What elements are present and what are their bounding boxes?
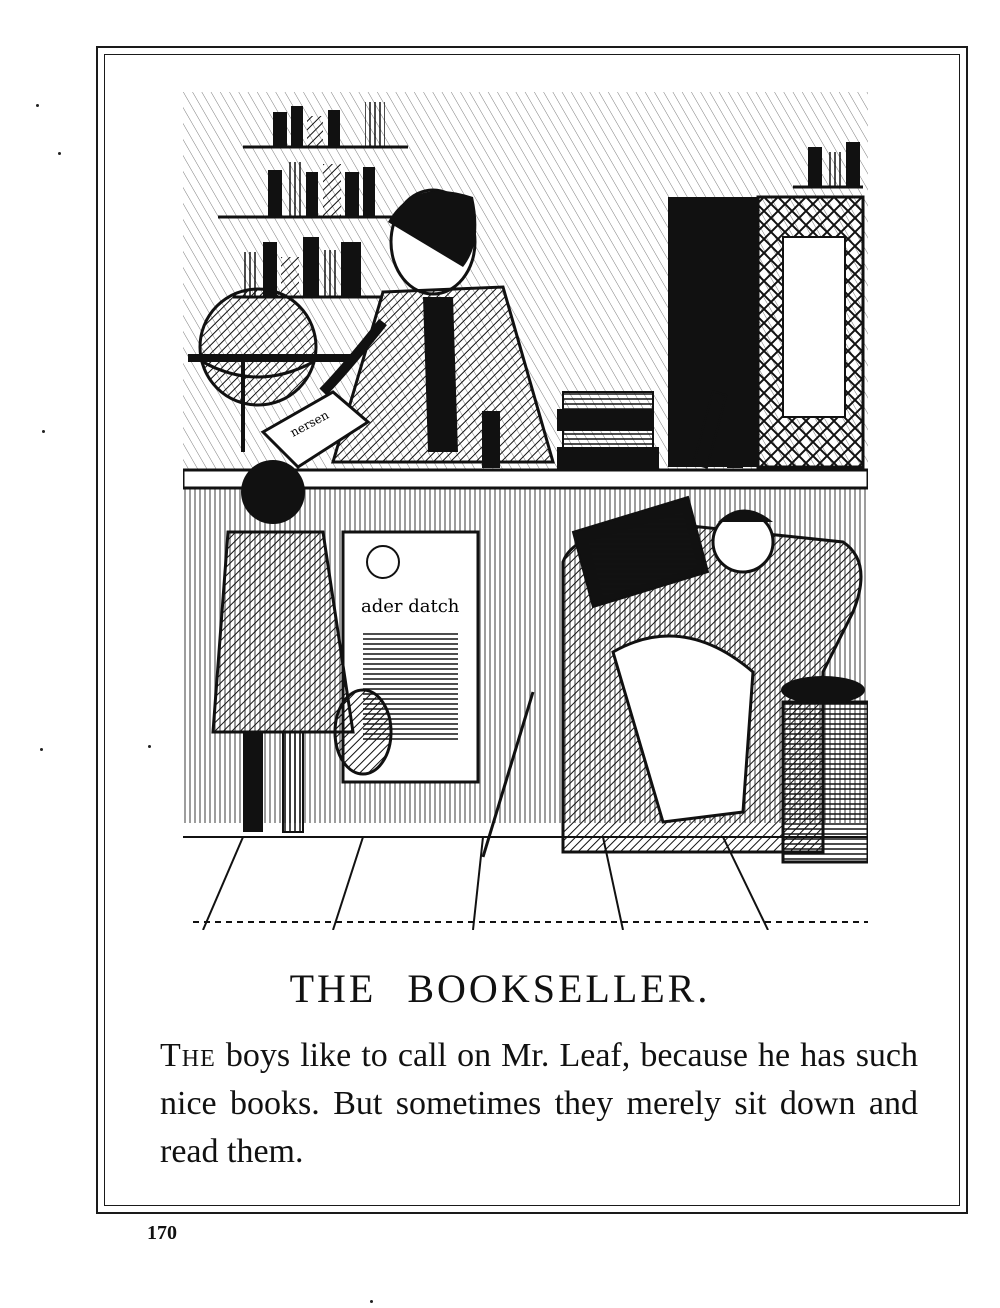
ink-speck xyxy=(58,152,61,155)
page-title: THE BOOKSELLER. xyxy=(289,966,711,1011)
body-paragraph xyxy=(160,1032,918,1176)
svg-text:ader datch: ader datch xyxy=(361,596,460,617)
bookseller-illustration xyxy=(183,92,868,930)
ink-speck xyxy=(370,1300,373,1303)
side-table xyxy=(781,676,868,862)
ink-speck xyxy=(42,430,45,433)
ink-speck xyxy=(148,745,151,748)
ink-speck xyxy=(36,104,39,107)
body-lead-word: The xyxy=(160,1037,216,1074)
svg-text:nersen: nersen xyxy=(287,407,332,440)
body-text-rest: boys like to call on Mr. Leaf, because he has such nice books. But sometimes they merely sit down and read them. xyxy=(160,1037,919,1170)
page-number: 170 xyxy=(147,1222,177,1244)
ink-speck xyxy=(40,748,43,751)
cabinet xyxy=(668,197,863,467)
